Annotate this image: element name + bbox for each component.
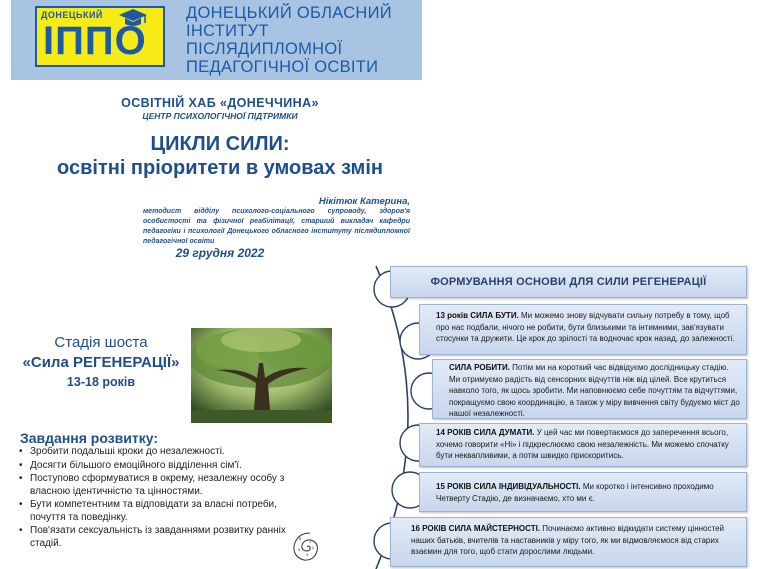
timeline-item-lead: 13 років СИЛА БУТИ. — [436, 311, 519, 320]
presentation-subtitle: освітні пріоритети в умовах змін — [57, 157, 383, 179]
institute-line: ПІСЛЯДИПЛОМНОЇ — [186, 40, 343, 58]
timeline-header — [390, 266, 747, 298]
author-description: методист відділу психолого-соціального супроводу, здоров'я особистості та фізичної реабілітації, старший викладач кафедри педагогіки і психології Донецького обласного інституту післядипломної педагогічної освіти — [143, 208, 410, 245]
task-item: • Поступово сформуватися в окрему, незалежну особу з власною ідентичністю та цінностями. — [18, 473, 288, 498]
timeline-item-lead: 15 РОКІВ СИЛА ІНДИВІДУАЛЬНОСТІ. — [436, 482, 581, 491]
task-item: • Досягти більшого емоційного відділення сім'ї. — [18, 460, 288, 473]
task-item: • Пов'язати сексуальність із завданнями розвитку ранніх стадій. — [18, 525, 288, 550]
svg-text:3: 3 — [306, 552, 309, 557]
task-item: • Бути компетентним та відповідати за власні потреби, почуття та поведінку. — [18, 499, 288, 524]
tasks-title: Завдання розвитку: — [20, 430, 159, 446]
hub-title: ОСВІТНІЙ ХАБ «ДОНЕЧЧИНА» — [121, 96, 319, 110]
timeline-item-text: Потім ми на короткий час відвідуємо дослідницьку стадію. Ми отримуємо радість від сенсорних відчуттів ніж від цілей. Все крутиться навколо того, як щось зробити. Ми наповнюємо себе почуттям та відчуттями, покращуємо свою координацію, а також у міру вивчення світу будуємо міст до нашої незалежності. — [449, 363, 740, 418]
timeline-item — [390, 517, 747, 567]
svg-text:1: 1 — [309, 539, 312, 544]
presentation-title: ЦИКЛИ СИЛИ: — [150, 133, 290, 155]
timeline-item-lead: СИЛА РОБИТИ. — [449, 363, 510, 372]
institute-line: ДОНЕЦЬКИЙ ОБЛАСНИЙ — [186, 4, 392, 22]
presentation-date: 29 грудня 2022 — [175, 246, 265, 260]
timeline-item — [419, 304, 747, 355]
task-item: • Зробити подальші кроки до незалежності. — [18, 446, 288, 459]
stage-ages: 13-18 років — [66, 375, 136, 389]
svg-text:5: 5 — [298, 547, 301, 552]
timeline-item — [419, 423, 747, 467]
institute-line: ПЕДАГОГІЧНОЇ ОСВІТИ — [186, 58, 379, 76]
timeline-item-lead: 16 РОКІВ СИЛА МАЙСТЕРНОСТІ. — [411, 524, 541, 533]
timeline-item-text: У цей час ми повертаємося до заперечення всього, хочемо говорити «Ні» і підкреслюємо свою незалежність. Ми можемо спочатку бути неквапливими, а потім швидко прискоритись. — [436, 428, 729, 460]
logo-small-text: ДОНЕЦЬКИЙ — [41, 10, 103, 20]
timeline-item — [432, 359, 747, 419]
author-name: Нікітюк Катерина, — [318, 196, 410, 207]
timeline-item-text: Починаємо активно відкидати систему цінностей наших батьків, вчителів та наставників у міру того, як ми відмовляємося від старих взаємин для того, щоб стати дорослими людьми. — [411, 524, 724, 556]
timeline-item-lead: 14 РОКІВ СИЛА ДУМАТИ. — [436, 428, 535, 437]
timeline-item-text: Ми коротко і інтенсивно проходимо Четверту Стадію, де визначаємо, хто ми є. — [436, 482, 714, 503]
stage-name: «Сила РЕГЕНЕРАЦІЇ» — [22, 354, 180, 371]
timeline-item — [419, 472, 747, 512]
logo-main-text: ІППО — [43, 19, 147, 63]
institute-line: ІНСТИТУТ — [186, 22, 269, 40]
timeline-item-text: Ми можемо знову відчувати сильну потребу в тому, щоб про нас подбали, нічого не робити, бути близькими та інтимними, зав'язувати стосунки та дружити. Це крок до зрілості та водночас крок назад, до залежності. — [436, 311, 735, 343]
svg-text:2: 2 — [312, 545, 315, 550]
stage-number: Стадія шоста — [54, 334, 148, 351]
hub-subtitle: ЦЕНТР ПСИХОЛОГІЧНОЇ ПІДТРИМКИ — [142, 111, 298, 121]
timeline-header-text: ФОРМУВАННЯ ОСНОВИ ДЛЯ СИЛИ РЕГЕНЕРАЦІЇ — [430, 276, 707, 288]
svg-text:8: 8 — [299, 536, 302, 541]
